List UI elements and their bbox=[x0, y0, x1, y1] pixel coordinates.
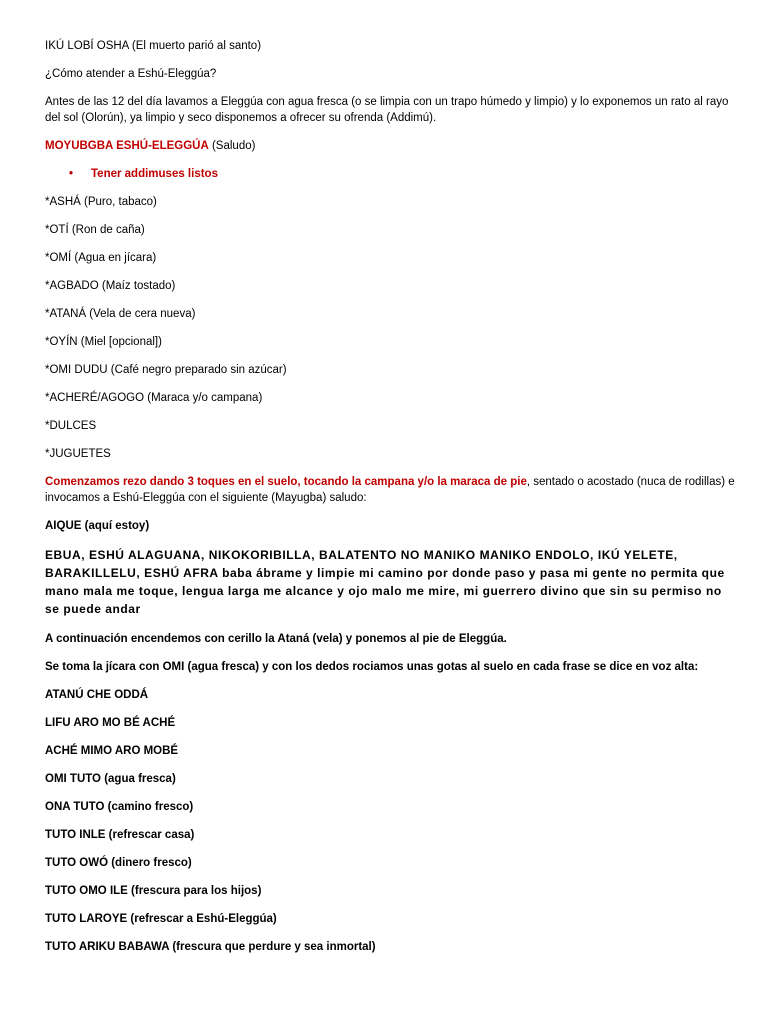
title-line: IKÚ LOBÍ OSHA (El muerto parió al santo) bbox=[45, 40, 262, 52]
chant-line: TUTO OWÓ (dinero fresco) bbox=[45, 857, 192, 869]
bullet-text: Tener addimuses listos bbox=[91, 168, 218, 180]
rezo-paragraph bbox=[45, 474, 735, 506]
offering-item: *JUGUETES bbox=[45, 448, 111, 460]
document-page bbox=[45, 38, 735, 967]
offering-item: *ATANÁ (Vela de cera nueva) bbox=[45, 308, 196, 320]
prayer-paragraph: EBUA, ESHÚ ALAGUANA, NIKOKORIBILLA, BALATENTO NO MANIKO MANIKO ENDOLO, IKÚ YELETE, BARAKILLELU, ESHÚ AFRA baba ábrame y limpie mi camino por donde paso y pasa mi gente no permita que mano mala me toque, lengua larga me alcance y ojo malo me mire, mi guerrero divino que sin su permiso no se puede andar bbox=[45, 548, 725, 616]
continuation-paragraph: A continuación encendemos con cerillo la Ataná (vela) y ponemos al pie de Eleggúa. bbox=[45, 633, 507, 645]
chant-line: TUTO ARIKU BABAWA (frescura que perdure y sea inmortal) bbox=[45, 941, 376, 953]
moyubgba-rest-text: (Saludo) bbox=[208, 140, 256, 152]
chant-line: ONA TUTO (camino fresco) bbox=[45, 801, 194, 813]
question-line: ¿Cómo atender a Eshú-Eleggúa? bbox=[45, 68, 217, 80]
moyubgba-heading bbox=[45, 138, 735, 154]
chant-line: OMI TUTO (agua fresca) bbox=[45, 773, 176, 785]
offering-item: *OMÍ (Agua en jícara) bbox=[45, 252, 157, 264]
offering-item: *ASHÁ (Puro, tabaco) bbox=[45, 196, 157, 208]
offering-item: *OMI DUDU (Café negro preparado sin azúcar) bbox=[45, 364, 287, 376]
chant-line: ACHÉ MIMO ARO MOBÉ bbox=[45, 745, 179, 757]
bullet-icon: • bbox=[69, 168, 74, 180]
intro-paragraph: Antes de las 12 del día lavamos a Eleggúa con agua fresca (o se limpia con un trapo húmedo y limpio) y lo exponemos un rato al rayo del sol (Olorún), ya limpio y seco disponemos a ofrecer su ofrenda (Addimú). bbox=[45, 96, 729, 124]
rezo-rest-text: , sentado o acostado (nuca de rodillas) e invocamos a Eshú-Eleggúa con el siguiente (Mayugba) saludo: bbox=[45, 476, 735, 504]
aique-line: AIQUE (aquí estoy) bbox=[45, 520, 150, 532]
offering-item: *ACHERÉ/AGOGO (Maraca y/o campana) bbox=[45, 392, 263, 404]
chant-line: TUTO INLE (refrescar casa) bbox=[45, 829, 195, 841]
offering-item: *OTÍ (Ron de caña) bbox=[45, 224, 145, 236]
chant-line: LIFU ARO MO BÉ ACHÉ bbox=[45, 717, 176, 729]
chant-line: TUTO OMO ILE (frescura para los hijos) bbox=[45, 885, 262, 897]
chant-line: ATANÚ CHE ODDÁ bbox=[45, 689, 149, 701]
offering-item: *OYÍN (Miel [opcional]) bbox=[45, 336, 162, 348]
bullet-item bbox=[69, 166, 735, 182]
offering-item: *DULCES bbox=[45, 420, 97, 432]
offering-item: *AGBADO (Maíz tostado) bbox=[45, 280, 176, 292]
chant-line: TUTO LAROYE (refrescar a Eshú-Eleggúa) bbox=[45, 913, 277, 925]
rezo-red-text: Comenzamos rezo dando 3 toques en el suelo, tocando la campana y/o la maraca de pie bbox=[45, 476, 527, 488]
moyubgba-red-text: MOYUBGBA ESHÚ-ELEGGÚA bbox=[45, 140, 209, 152]
jicara-paragraph: Se toma la jícara con OMI (agua fresca) y con los dedos rociamos unas gotas al suelo en cada frase se dice en voz alta: bbox=[45, 661, 699, 673]
